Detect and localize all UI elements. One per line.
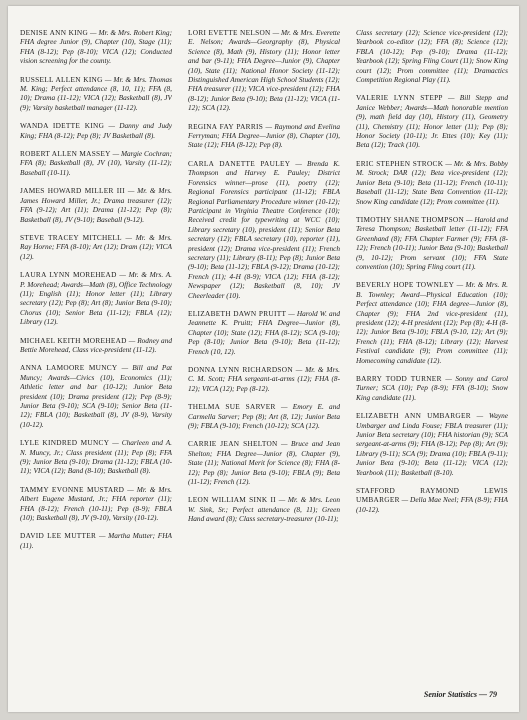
- senior-activities: — Mr. & Mrs. R. B. Townley; Award—Physical Education (10); Perfect attendance (10); FHA degree—Junior (8), Chapter (9); FHA 2nd vice-president (11), president (12); 4-H president (12); Pep (8); 4-H (8-12); Junior Beta (9-10); FBLA (9-10, 12); Art (9); French (11); FHA (8-12); Library (12); Harvest Festival candidate (9); Prom committee (11); Homecoming candidate (12).: [356, 280, 508, 365]
- senior-entry: [356, 215, 508, 271]
- senior-name: LORI EVETTE NELSON: [188, 28, 271, 37]
- senior-activities: — Mr. & Mrs. Everette E. Nelson; Awards—Georgraphy (8), Physical Science (8), Math (9), History (11); Honor letter and bar (9-11); FHA Degree—Junior (9), Chapter (10), State (11); National Honor Society (11-12); Distinguished American High School Students (12); FHA treasurer (11); VICA vice-president (12); FHA (8-12); Junior Beta (9-10); Beta (11-12); VICA (11-12); SCA (12).: [188, 28, 340, 113]
- senior-entry: [356, 159, 508, 206]
- statistics-columns: [20, 28, 508, 668]
- senior-activities: Class secretary (12); Science vice-president (12); Yearbook co-editor (12); FFA (8); Science (12); FBLA (10-12); Pep (9-10); Drama (11-12); Yearbook (12); Spring Fling Court (11); Snow King court (12); Prom committee (11); Dramactics Competition Regional Play (11).: [356, 28, 508, 85]
- senior-entry: [20, 186, 172, 224]
- senior-entry: [20, 149, 172, 177]
- senior-name: DAVID LEE MUTTER: [20, 531, 97, 541]
- senior-activities: — Mr. & Mrs. James Howard Miller, Jr.; Drama treasurer (12); FFA (9-12); Art (11); Drama (11-12); Pep (8); Basketball (8), JV (9-10); Baseball (9-12).: [20, 186, 172, 224]
- senior-activities: — Wayne Umbarger and Linda Fouse; FBLA treasurer (11); Junior Beta secretary (10); FHA historian (9); SCA sergeant-at-arms (9); FHA (8-12); Pep (8); Art (9); Library (9-11); SCA (9); Drama (10); FBLA (9-11); Junior Beta (9-10); Beta (11-12); VICA (12); Yearbook (11); Basketball (8-10).: [356, 411, 508, 477]
- senior-entry: [188, 439, 340, 486]
- senior-entry: [20, 531, 172, 550]
- senior-activities: — Mr. & Mrs. Thomas M. King; Perfect attendance (8, 10, 11); FFA (8, 10); Drama (11-12); VICA (12); Basketball (8), JV (9); Varsity basketball manager (11-12).: [20, 74, 172, 112]
- senior-activities: — Brenda K. Thompson and Harvey E. Pauley; District Forensics winner—prose (11), poetry (12); Regional Forensics participant (11-12); FBLA Regional Parliamentary Procedure winner (10-12); Participant in Virginia Theatre Conference (10); Received credit for typewriting at WCC (10); Library secretary (10), president (11); Senior Beta secretary (12); FBLA secretary (10), reporter (11), president (12); Drama vice-president (11); French secretary (11); Library (8-11); Pep (8); Junior Beta (9-10); Beta (11-12); FBLA (9-12); Drama (10-12); French (11); 4-H (8-9); VICA (12); FHA (8-12); Newspaper (12); Basketball (8, 10); JV Cheerleader (10).: [188, 158, 340, 300]
- senior-entry: [20, 75, 172, 113]
- senior-entry: [356, 374, 508, 402]
- senior-name: REGINA FAY PARRIS: [188, 121, 264, 131]
- senior-entry: [356, 28, 508, 84]
- senior-name: RUSSELL ALLEN KING: [20, 74, 103, 84]
- page-footer: Senior Statistics — 79: [423, 690, 497, 699]
- senior-entry: [356, 486, 508, 514]
- senior-entry: [188, 495, 340, 523]
- senior-name: BARRY TODD TURNER: [356, 374, 442, 383]
- senior-name: CARLA DANETTE PAULEY: [188, 158, 291, 168]
- senior-name: DONNA LYNN RICHARDSON: [188, 365, 293, 374]
- senior-activities: — Bruce and Jean Shelton; FHA Degree—Junior (8), Chapter (9), State (11); National Merit for Science (8); FHA (8-12); Pep (8); Junior Beta (9-10); FBLA (9); Beta (11-12); French (12).: [188, 439, 340, 487]
- senior-entry: [356, 280, 508, 365]
- senior-activities: — Mr. & Mrs. Bobby M. Strock; DAR (12); Beta vice-president (12); Junior Beta (9-10); Beta (11-12); French (10-11); Baseball (11-12); State Beta Convention (11-12); Snow King candidate (12); Prom committee (11).: [356, 158, 508, 206]
- senior-entry: [188, 122, 340, 150]
- senior-name: LEON WILLIAM SINK II: [188, 495, 276, 505]
- senior-activities: — Danny and Judy King; FHA (8-12); Pep (8); JV Basketball (8).: [20, 121, 172, 140]
- senior-activities: — Mr. & Mrs. C. M. Scott; FHA sergeant-at-arms (12); FHA (8-12); VICA (12); Pep (8-12).: [188, 365, 340, 393]
- senior-entry: [188, 402, 340, 430]
- senior-name: ANNA LAMOORE MUNCY: [20, 363, 118, 373]
- senior-activities: — Della Mae Neel; FFA (8-9); FHA (10-12).: [356, 495, 508, 514]
- senior-activities: — Mr. & Mrs. Ray Horne; FFA (8-10); Art (12); Dram (12); VICA (12).: [20, 232, 172, 261]
- column-2: [188, 28, 340, 668]
- senior-name: STEVE TRACEY MITCHELL: [20, 232, 122, 242]
- senior-name: LYLE KINDRED MUNCY: [20, 438, 110, 448]
- senior-activities: — Harold and Teresa Thompson; Basketball letter (11-12); FFA Greenhand (8); FFA Chapter Farmer (9); FFA (8-12); French (10-11); Junior Beta (9-10); Basketball (9, 10-12); Prom servant (10); FFA State convention (10); Spring Fling court (11).: [356, 214, 508, 271]
- senior-name: TAMMY EVONNE MUSTARD: [20, 484, 125, 494]
- senior-name: CARRIE JEAN SHELTON: [188, 439, 278, 449]
- senior-name: LAURA LYNN MOREHEAD: [20, 270, 117, 280]
- senior-entry: [188, 28, 340, 113]
- senior-activities: — Bill and Pat Muncy; Awards—Civics (10), Economics (11); Athletic letter and bar (10-12); Junior Beta president (10); Drama president (12); Pep (8-9); Junior Beta (9-10); SCA (9-10); Senior Beta (11-12); FBLA (10); Basketball (8), JV (8-9), Varsity (10-12).: [20, 363, 172, 429]
- senior-name: WANDA IDETTE KING: [20, 121, 105, 131]
- senior-entry: [20, 233, 172, 261]
- senior-activities: — Mr. & Mrs. Leon W. Sink, Sr.; Perfect attendance (8, 11); Green Hand award (8); Class secretary-treasurer (10-11);: [188, 495, 340, 524]
- senior-name: VALERIE LYNN STEPP: [356, 93, 443, 103]
- senior-activities: — Mr. & Mrs. A. P. Morehead; Awards—Math (8), Office Technology (11); English (11); Honor letter (11); Library secretary (12); Pep (8); Art (8); Junior Beta (9-10); Chorus (10); Senior Beta (11-12); FBLA (12); Library (12).: [20, 270, 172, 327]
- senior-name: MICHAEL KEITH MOREHEAD: [20, 335, 127, 345]
- senior-entry: [20, 336, 172, 355]
- senior-entry: [20, 363, 172, 429]
- senior-name: JAMES HOWARD MILLER III: [20, 186, 125, 196]
- senior-name: THELMA SUE SARVER: [188, 402, 276, 412]
- senior-activities: — Charleen and A. N. Muncy, Jr.; Class president (11); Pep (8); FFA (9); Junior Beta (9-10); Drama (11-12); FBLA (10-11); VICA (12); Band (8-10); Basketball (8).: [20, 438, 172, 476]
- senior-entry: [20, 121, 172, 140]
- senior-entry: [20, 485, 172, 523]
- senior-activities: — Martha Mutter; FHA (11).: [20, 531, 172, 550]
- senior-activities: — Emory E. and Carmella Sarver; Pep (8); Art (8, 12); Junior Beta (9); FBLA (9-10); French (10-12); SCA (12).: [188, 402, 340, 431]
- senior-entry: [356, 93, 508, 149]
- senior-activities: — Raymond and Evelina Ferryman; FHA Degree—Junior (8), Chapter (10), State (12); FHA (8-12); Pep (8).: [188, 121, 340, 150]
- senior-entry: [20, 438, 172, 476]
- senior-activities: — Mr. & Mrs. Robert King; FHA degree Junior (9), Chapter (10), Stage (11); FHA (8-12); Pep (8-10); VICA (12); Conducted vision screening for the county.: [20, 28, 172, 66]
- senior-activities: — Margie Cochran; FFA (8); Basketball (8), JV (10), Varsity (11-12); Baseball (10-11).: [20, 149, 172, 177]
- senior-name: ROBERT ALLEN MASSEY: [20, 149, 111, 159]
- senior-name: TIMOTHY SHANE THOMPSON: [356, 214, 465, 224]
- column-1: [20, 28, 172, 668]
- senior-name: BEVERLY HOPE TOWNLEY: [356, 280, 455, 290]
- senior-name: DENISE ANN KING: [20, 28, 89, 37]
- senior-entry: [356, 411, 508, 477]
- senior-name: ELIZABETH DAWN PRUITT: [188, 308, 287, 318]
- senior-entry: [20, 28, 172, 66]
- column-3: [356, 28, 508, 668]
- senior-entry: [188, 365, 340, 393]
- yearbook-page: [8, 6, 519, 712]
- senior-activities: — Rodney and Bettie Morehead, Class vice-president (11-12).: [20, 335, 172, 354]
- senior-entry: [20, 270, 172, 326]
- senior-activities: — Harold W. and Jeannette K. Pruitt; FHA Degree—Junior (8), Chapter (10); State (12); FHA (8-12); SCA (9-10); Pep (8-10); Junior Beta (9-10); Beta (11-12); French (10, 12).: [188, 308, 340, 356]
- senior-activities: — Sonny and Carol Turner; SCA (10); Pep (8-9); FFA (8-10); Snow King candidate (11).: [356, 374, 508, 402]
- senior-activities: — Mr. & Mrs. Albert Eugene Mustard, Jr.; FHA reporter (11); FHA (8-12); French (10-11); Pep (8-9); FBLA (10); Basketball (8), JV (9-10), Varsity (10-12).: [20, 484, 172, 523]
- senior-entry: [188, 159, 340, 300]
- senior-name: ELIZABETH ANN UMBARGER: [356, 411, 471, 421]
- senior-entry: [188, 309, 340, 356]
- senior-name: STAFFORD RAYMOND LEWIS UMBARGER: [356, 486, 508, 505]
- senior-name: ERIC STEPHEN STROCK: [356, 158, 444, 168]
- senior-activities: — Bill Stepp and Janice Webber; Awards—Math honorable mention (9), math field day (10), History (11), Geometry (11), Chemistry (11); Honor letter (11); Pep (8); Honor Society (10-11); Jr. Ettes (10); Key (11); Beta (12); Track (10).: [356, 93, 508, 150]
